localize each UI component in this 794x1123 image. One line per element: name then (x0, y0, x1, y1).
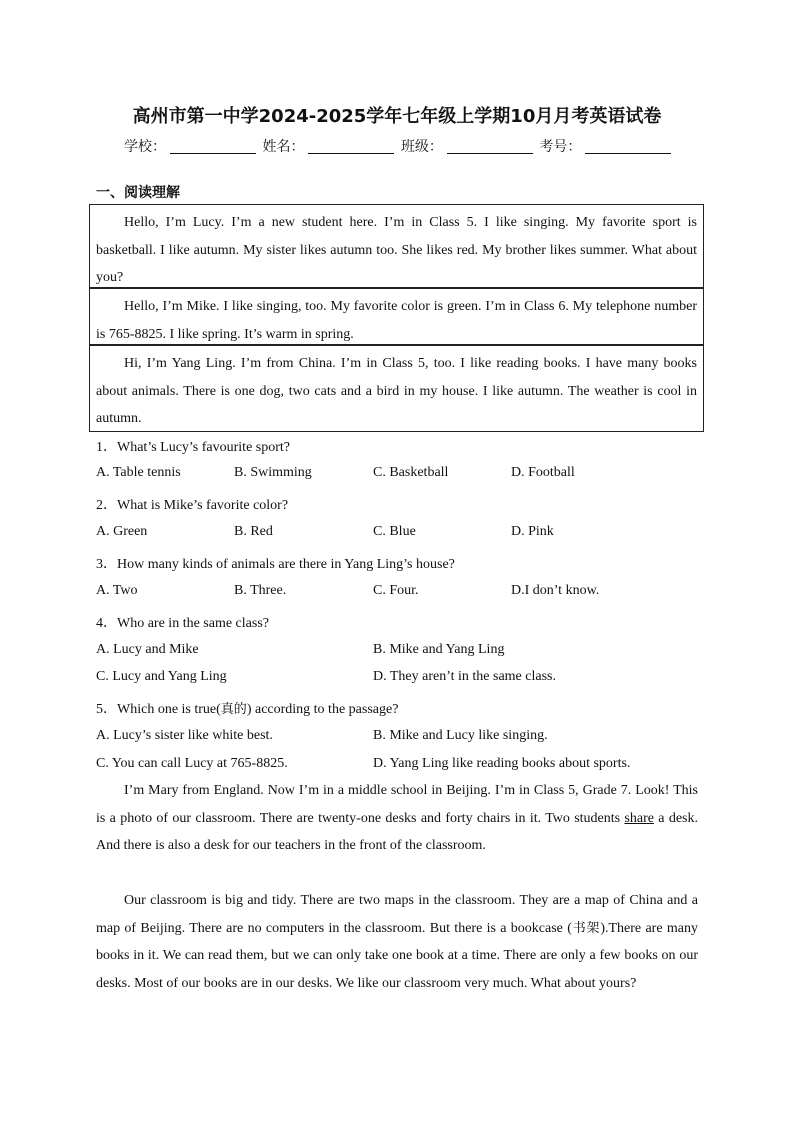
section-heading: 一、阅读理解 (96, 185, 180, 201)
exam-number-blank[interactable] (585, 141, 671, 154)
passage-text: Hi, I’m Yang Ling. I’m from China. I’m in Class 5, too. I like reading books. I have many books about animals. There is one dog, two cats and a bird in my house. I like autumn. The weather is cool in autumn. (96, 356, 697, 426)
underlined-word-share: share (624, 810, 654, 826)
question-3: 3．How many kinds of animals are there in Yang Ling’s house? (96, 557, 455, 572)
name-label: 姓名： (262, 139, 305, 155)
q1-option-d[interactable]: D. Football (511, 465, 575, 480)
passage-2-paragraph-2: Our classroom is big and tidy. There are two maps in the classroom. They are a map of China and a map of Beijing. There are no computers in the classroom. But there is a bookcase (书架).There are many books in it. We can read them, but we can only take one book at a time. There are only a few books on our desks. Most of our books are in our desks. We like our classroom very much. What about yours? (96, 893, 698, 991)
q1-option-c[interactable]: C. Basketball (373, 465, 449, 480)
passage-text: Hello, I’m Lucy. I’m a new student here. I’m in Class 5. I like singing. My favorite sport is basketball. I like autumn. My sister likes autumn too. She likes red. My brother likes summer. What about you? (96, 215, 697, 285)
q2-option-d[interactable]: D. Pink (511, 524, 554, 539)
passage-box-yang-ling (89, 345, 704, 432)
q4-option-d[interactable]: D. They aren’t in the same class. (373, 669, 556, 684)
q2-option-b[interactable]: B. Red (234, 524, 273, 539)
q2-option-c[interactable]: C. Blue (373, 524, 416, 539)
q3-option-b[interactable]: B. Three. (234, 583, 287, 598)
q4-option-c[interactable]: C. Lucy and Yang Ling (96, 669, 227, 684)
q1-option-a[interactable]: A. Table tennis (96, 465, 181, 480)
exam-title: 高州市第一中学2024-2025学年七年级上学期10月月考英语试卷 (132, 106, 662, 127)
question-4: 4．Who are in the same class? (96, 616, 269, 631)
q3-option-a[interactable]: A. Two (96, 583, 138, 598)
question-2: 2．What is Mike’s favorite color? (96, 498, 289, 513)
q5-option-d[interactable]: D. Yang Ling like reading books about sports. (373, 756, 631, 771)
school-blank[interactable] (170, 141, 256, 154)
school-label: 学校： (124, 139, 166, 155)
name-blank[interactable] (308, 141, 394, 154)
exam-number-label: 考号： (539, 139, 582, 155)
q5-option-b[interactable]: B. Mike and Lucy like singing. (373, 728, 548, 743)
cjk-gloss: 真的 (220, 702, 247, 717)
passage-text: Hello, I’m Mike. I like singing, too. My favorite color is green. I’m in Class 6. My telephone number is 765-8825. I like spring. It’s warm in spring. (96, 299, 697, 342)
q2-option-a[interactable]: A. Green (96, 524, 148, 539)
q4-option-a[interactable]: A. Lucy and Mike (96, 642, 199, 657)
q1-option-b[interactable]: B. Swimming (234, 465, 312, 480)
student-info-line (124, 136, 673, 156)
q3-option-d[interactable]: D.I don’t know. (511, 583, 600, 598)
passage-2-paragraph-1: I’m Mary from England. Now I’m in a middle school in Beijing. I’m in Class 5, Grade 7. Look! This is a photo of our classroom. There are twenty-one desks and forty chairs in it. Two students share a desk. And there is also a desk for our teachers in the front of the classroom. (96, 783, 698, 853)
q5-option-a[interactable]: A. Lucy’s sister like white best. (96, 728, 273, 743)
class-blank[interactable] (447, 141, 533, 154)
question-1: 1．What’s Lucy’s favourite sport? (96, 440, 291, 455)
q3-option-c[interactable]: C. Four. (373, 583, 419, 598)
q5-option-c[interactable]: C. You can call Lucy at 765-8825. (96, 756, 288, 771)
passage-box-mike (89, 288, 704, 345)
cjk-gloss: 书架 (571, 920, 601, 936)
question-5: 5．Which one is true(真的) according to the passage? (96, 702, 399, 717)
passage-box-lucy (89, 204, 704, 288)
q4-option-b[interactable]: B. Mike and Yang Ling (373, 642, 505, 657)
class-label: 班级： (400, 139, 443, 155)
